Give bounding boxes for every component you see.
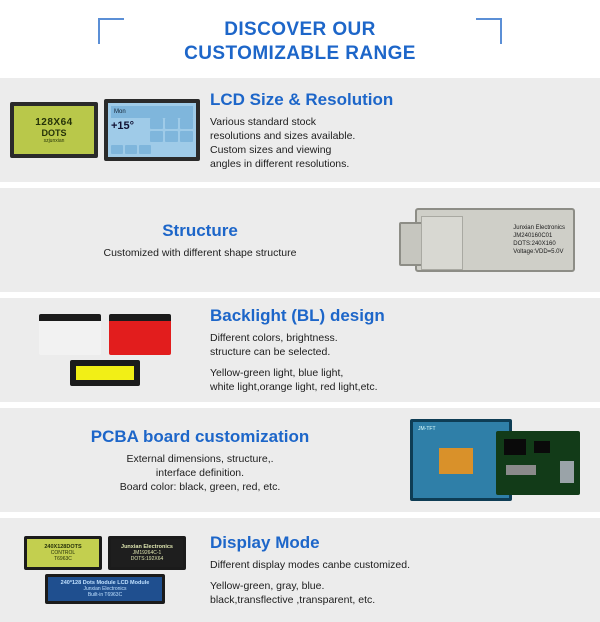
- section-4-line-1: External dimensions, structure,.: [126, 452, 274, 465]
- structure-dots: DOTS:240X160: [513, 241, 556, 247]
- structure-brand: Junxian Electronics: [513, 225, 565, 231]
- section-1-line-4: angles in different resolutions.: [210, 157, 350, 170]
- section-3-line-3: Yellow-green light, blue light,: [210, 367, 344, 379]
- tft-panel-chip: [439, 448, 473, 474]
- structure-voltage: Voltage:VDD=5.0V: [513, 249, 564, 255]
- blue-lcd-icon-grid: [150, 118, 193, 142]
- display-module-green-line-1: 240X128DOTS: [44, 544, 82, 550]
- display-module-green-line-3: T6963C: [54, 556, 72, 562]
- corner-tick-top-left-horizontal: [98, 18, 124, 20]
- section-display-mode: [0, 518, 600, 622]
- section-3-line-2: structure can be selected.: [210, 346, 331, 358]
- green-lcd-resolution: 128X64: [35, 116, 73, 128]
- pcb-board: [496, 431, 580, 495]
- sections-list: [0, 78, 600, 622]
- backlight-swatch-white: [39, 314, 101, 355]
- blue-lcd-day: Mon: [114, 109, 126, 115]
- corner-tick-top-left-vertical: [98, 18, 100, 44]
- title-line-2: CUSTOMIZABLE RANGE: [184, 43, 416, 64]
- blue-lcd-module: [104, 99, 200, 161]
- display-module-dark: [108, 536, 186, 570]
- display-module-dark-line-3: DOTS:192X64: [130, 556, 164, 562]
- section-4-line-2: interface definition.: [155, 466, 245, 479]
- display-module-green: [24, 536, 102, 570]
- display-module-dark-line-1: Junxian Electronics: [121, 544, 173, 550]
- backlight-swatch-row: [39, 314, 171, 355]
- backlight-swatch-yellow: [70, 360, 140, 386]
- section-2-title: Structure: [162, 220, 238, 240]
- section-1-line-1: Various standard stock: [210, 115, 317, 128]
- display-module-dark-line-2: JM19264C-1: [132, 550, 162, 556]
- display-module-blue-line-1: 240*128 Dots Module LCD Module: [60, 580, 150, 586]
- corner-tick-top-right-horizontal: [476, 18, 502, 20]
- title-line-1: DISCOVER OUR: [224, 19, 376, 40]
- structure-module: [415, 208, 575, 272]
- section-1-text: [210, 90, 600, 171]
- section-5-line-2: Yellow-green, gray, blue.: [210, 580, 325, 592]
- section-4-title: PCBA board customization: [90, 426, 310, 446]
- section-2-line-1: Customized with different shape structure: [103, 246, 297, 259]
- page-title: [0, 0, 600, 66]
- section-5-line-3: black,transflective ,transparent, etc.: [210, 594, 376, 606]
- section-3-body: [210, 331, 582, 394]
- corner-tick-top-right-vertical: [500, 18, 502, 44]
- blue-lcd-temperature: +15°: [111, 120, 135, 132]
- section-3-text: [210, 306, 600, 394]
- backlight-swatches: [39, 314, 171, 386]
- pcba-image: [390, 408, 600, 512]
- blue-lcd-bottom-keys: [111, 145, 151, 154]
- section-2-text: [0, 221, 390, 260]
- display-module-green-line-2: CONTROL: [50, 550, 76, 556]
- section-3-line-4: white light,orange light, red light,etc.: [210, 381, 378, 393]
- section-4-text: [0, 427, 390, 494]
- display-module-blue-line-3: Built-in T6963C: [87, 592, 123, 598]
- structure-module-labels: [513, 224, 565, 256]
- backlight-swatch-red: [109, 314, 171, 355]
- pcba-assembly: [410, 417, 580, 503]
- section-5-text: [210, 533, 600, 607]
- blue-lcd-statusbar: [111, 106, 193, 118]
- section-pcba-customization: [0, 408, 600, 512]
- section-lcd-size-resolution: [0, 78, 600, 182]
- structure-pin-area: [421, 216, 463, 270]
- tft-panel-label: JM-TFT: [418, 426, 436, 432]
- section-1-title: LCD Size & Resolution: [210, 89, 394, 109]
- section-1-line-3: Custom sizes and viewing: [210, 143, 332, 156]
- display-module-blue-line-2: Junxian Electronics: [83, 586, 127, 592]
- section-1-line-2: resolutions and sizes available.: [210, 129, 356, 142]
- green-lcd-dots: DOTS: [41, 127, 67, 138]
- section-structure: [0, 188, 600, 292]
- backlight-swatches-image: [0, 298, 210, 402]
- section-1-body: [210, 115, 582, 171]
- structure-side-tab: [399, 222, 423, 266]
- section-backlight-design: [0, 298, 600, 402]
- display-mode-modules: [24, 536, 186, 604]
- green-lcd-module: [10, 102, 98, 158]
- section-4-line-3: Board color: black, green, red, etc.: [119, 480, 281, 493]
- section-3-line-1: Different colors, brightness.: [210, 332, 338, 344]
- display-mode-module-row: [24, 536, 186, 570]
- section-5-line-1: Different display modes canbe customized.: [210, 559, 410, 571]
- lcd-modules-image: [0, 78, 210, 182]
- display-mode-image: [0, 518, 210, 622]
- section-2-body: [10, 246, 390, 260]
- section-3-title: Backlight (BL) design: [210, 306, 385, 325]
- green-lcd-brand: szjunxian: [43, 137, 65, 144]
- structure-model: JM240160C01: [513, 233, 553, 239]
- section-5-title: Display Mode: [210, 533, 320, 552]
- section-4-body: [10, 452, 390, 494]
- structure-module-image: [390, 188, 600, 292]
